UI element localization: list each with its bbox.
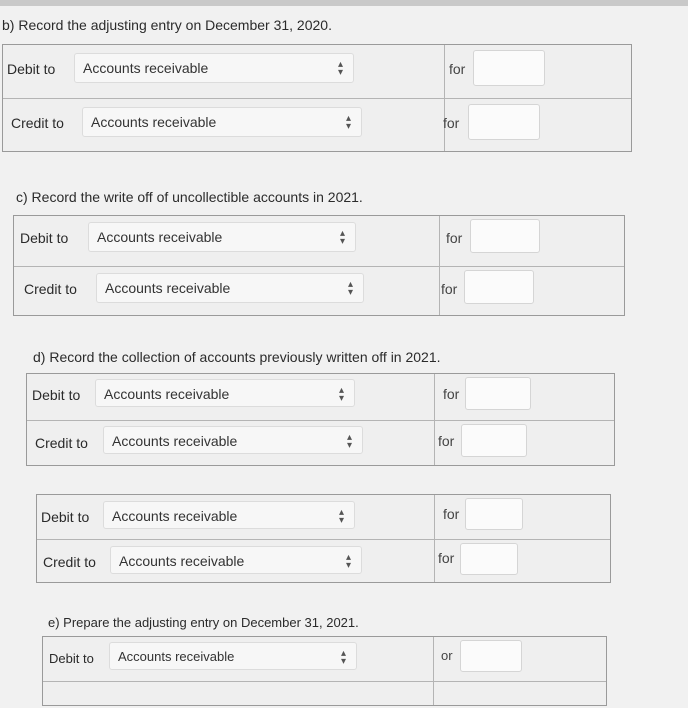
account-select[interactable]: Accounts receivable ▴ ▾: [109, 642, 357, 670]
account-select[interactable]: Accounts receivable ▴ ▾: [103, 426, 363, 454]
for-label: for: [438, 550, 455, 566]
account-select[interactable]: Accounts receivable ▴ ▾: [74, 53, 354, 83]
journal-row: [3, 45, 631, 98]
debit-to-label: Debit to: [7, 61, 56, 77]
journal-row: [43, 681, 606, 708]
section-e-heading: e) Prepare the adjusting entry on December 31, 2021.: [48, 615, 359, 630]
account-select[interactable]: Accounts receivable ▴ ▾: [103, 501, 355, 529]
account-select[interactable]: Accounts receivable ▴ ▾: [95, 379, 355, 407]
select-arrow-icon: ▴ ▾: [337, 59, 343, 78]
section-d-heading: d) Record the collection of accounts previously written off in 2021.: [33, 349, 441, 365]
credit-to-label: Credit to: [11, 115, 64, 131]
amount-input[interactable]: [464, 270, 534, 304]
for-label: for: [441, 281, 458, 297]
section-b-heading: b) Record the adjusting entry on December 31, 2020.: [2, 17, 332, 33]
amount-input[interactable]: [465, 377, 531, 410]
journal-row: [37, 495, 610, 539]
for-label: for: [438, 433, 455, 449]
debit-to-label: Debit to: [32, 387, 81, 403]
for-label: for: [443, 115, 460, 131]
journal-row: [14, 216, 624, 266]
journal-row: [43, 637, 606, 681]
select-arrow-icon: ▴ ▾: [339, 228, 345, 247]
amount-input[interactable]: [470, 219, 540, 253]
select-arrow-icon: ▴ ▾: [340, 648, 346, 667]
amount-input[interactable]: [465, 498, 523, 530]
select-arrow-icon: ▴ ▾: [345, 552, 351, 571]
top-strip: [0, 0, 688, 6]
account-select[interactable]: Accounts receivable ▴ ▾: [96, 273, 364, 303]
select-arrow-icon: ▴ ▾: [346, 432, 352, 451]
debit-to-label: Debit to: [41, 509, 90, 525]
select-arrow-icon: ▴ ▾: [338, 507, 344, 526]
section-b-entry-box: [2, 44, 632, 152]
account-select[interactable]: Accounts receivable ▴ ▾: [110, 546, 362, 574]
section-d-entry-box-2: [36, 494, 611, 583]
journal-row: [14, 266, 624, 318]
account-select[interactable]: Accounts receivable ▴ ▾: [82, 107, 362, 137]
journal-row: [37, 539, 610, 585]
or-label: or: [441, 648, 453, 663]
credit-to-label: Credit to: [35, 435, 88, 451]
section-d-entry-box: [26, 373, 615, 466]
select-arrow-icon: ▴ ▾: [338, 385, 344, 404]
journal-row: [27, 374, 614, 420]
amount-input[interactable]: [460, 640, 522, 672]
amount-input[interactable]: [473, 50, 545, 86]
for-label: for: [449, 61, 466, 77]
select-arrow-icon: ▴ ▾: [347, 279, 353, 298]
credit-to-label: Credit to: [43, 554, 96, 570]
account-select[interactable]: Accounts receivable ▴ ▾: [88, 222, 356, 252]
select-arrow-icon: ▴ ▾: [345, 113, 351, 132]
credit-to-label: Credit to: [24, 281, 77, 297]
section-e-entry-box: [42, 636, 607, 706]
debit-to-label: Debit to: [49, 651, 94, 666]
amount-input[interactable]: [461, 424, 527, 457]
amount-input[interactable]: [468, 104, 540, 140]
amount-input[interactable]: [460, 543, 518, 575]
section-c-heading: c) Record the write off of uncollectible accounts in 2021.: [16, 189, 363, 205]
journal-row: [27, 420, 614, 468]
for-label: for: [443, 386, 460, 402]
for-label: for: [443, 506, 460, 522]
section-c-entry-box: [13, 215, 625, 316]
journal-row: [3, 98, 631, 154]
debit-to-label: Debit to: [20, 230, 69, 246]
for-label: for: [446, 230, 463, 246]
